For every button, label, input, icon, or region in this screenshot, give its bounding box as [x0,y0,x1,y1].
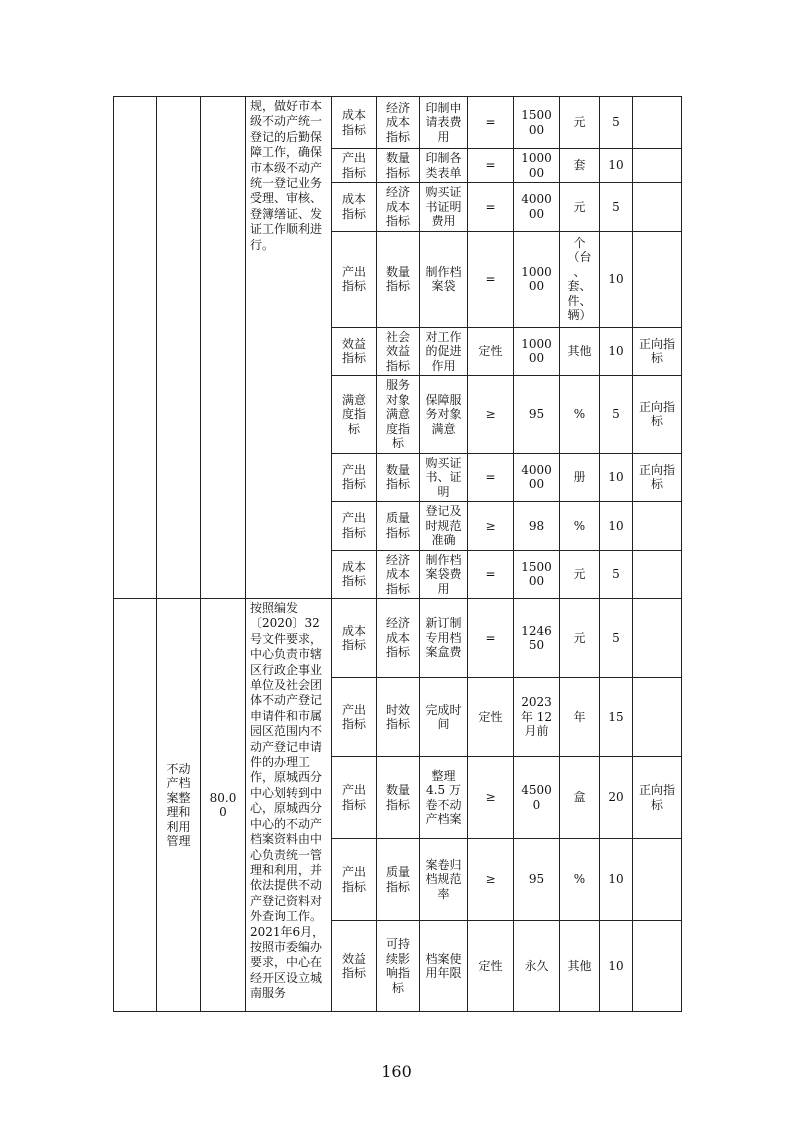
indicator-unit: % [560,839,600,921]
indicator-operator: = [468,231,514,327]
indicator-level2: 社会 效益 指标 [377,327,420,376]
indicator-weight: 5 [600,376,633,454]
indicator-value: 1500 00 [514,550,560,599]
indicator-direction [633,149,682,183]
indicator-weight: 10 [600,839,633,921]
indicator-level1: 成本 指标 [332,599,377,678]
indicator-level2: 数量 指标 [377,757,420,839]
indicator-weight: 15 [600,678,633,757]
indicator-direction [633,550,682,599]
indicator-level1: 效益 指标 [332,327,377,376]
indicator-value: 4000 00 [514,453,560,502]
indicator-level1: 效益 指标 [332,921,377,1012]
indicator-weight: 10 [600,327,633,376]
indicator-unit: 个 （台 、 套、 件、 辆） [560,231,600,327]
indicator-level2: 经济 成本 指标 [377,183,420,232]
indicator-value: 95 [514,839,560,921]
indicator-unit: 年 [560,678,600,757]
performance-indicator-table [113,96,682,1012]
indicator-direction: 正向指 标 [633,376,682,454]
indicator-level1: 产出 指标 [332,678,377,757]
indicator-level3: 完成时 间 [420,678,468,757]
indicator-operator: 定性 [468,327,514,376]
indicator-unit: 盒 [560,757,600,839]
indicator-level2: 数量 指标 [377,231,420,327]
indicator-value: 2023 年 12 月前 [514,678,560,757]
indicator-unit: % [560,502,600,551]
project-amount: 80.0 0 [201,599,246,1012]
indicator-direction [633,502,682,551]
indicator-operator: 定性 [468,921,514,1012]
indicator-weight: 10 [600,149,633,183]
indicator-unit: 套 [560,149,600,183]
indicator-operator: = [468,453,514,502]
project-description: 按照编发〔2020〕32号文件要求，中心负责市辖区行政企事业单位及社会团体不动产登记申请件和市属园区范围内不动产登记申请件的办理工作，原城西分中心划转到中心，原城西分中心的不动产档案资料由中心负责统一管理和利用，并依法提供不动产登记资料对外查询工作。2021年6月，按照市委编办要求，中心在经开区设立城南服务 [246,599,332,1012]
indicator-unit: 元 [560,599,600,678]
indicator-operator: ≥ [468,839,514,921]
indicator-level1: 成本 指标 [332,183,377,232]
indicator-level2: 时效 指标 [377,678,420,757]
indicator-direction: 正向指 标 [633,453,682,502]
empty-cell [157,97,201,599]
indicator-level3: 整理 4.5 万 卷不动 产档案 [420,757,468,839]
indicator-level1: 产出 指标 [332,839,377,921]
indicator-operator: = [468,183,514,232]
indicator-level2: 质量 指标 [377,502,420,551]
indicator-value: 1246 50 [514,599,560,678]
indicator-operator: = [468,97,514,149]
indicator-direction [633,231,682,327]
indicator-unit: 其他 [560,327,600,376]
indicator-unit: 元 [560,550,600,599]
indicator-value: 1000 00 [514,149,560,183]
indicator-level1: 产出 指标 [332,757,377,839]
indicator-level3: 制作档 案袋费 用 [420,550,468,599]
indicator-level3: 购买证 书、证 明 [420,453,468,502]
indicator-level3: 保障服 务对象 满意 [420,376,468,454]
indicator-level2: 数量 指标 [377,453,420,502]
indicator-level3: 新订制 专用档 案盒费 [420,599,468,678]
indicator-weight: 10 [600,921,633,1012]
indicator-level1: 成本 指标 [332,97,377,149]
project-name: 不动 产档 案整 理和 利用 管理 [157,599,201,1012]
indicator-weight: 10 [600,453,633,502]
indicator-weight: 20 [600,757,633,839]
empty-cell [201,97,246,599]
indicator-level1: 产出 指标 [332,453,377,502]
indicator-operator: = [468,149,514,183]
indicator-level3: 对工作 的促进 作用 [420,327,468,376]
indicator-direction [633,97,682,149]
indicator-value: 4000 00 [514,183,560,232]
indicator-level3: 制作档 案袋 [420,231,468,327]
indicator-direction [633,921,682,1012]
indicator-weight: 5 [600,550,633,599]
indicator-value: 1000 00 [514,327,560,376]
table-row [114,97,682,149]
indicator-direction [633,183,682,232]
indicator-operator: ≥ [468,502,514,551]
indicator-direction [633,839,682,921]
indicator-unit: 元 [560,97,600,149]
indicator-weight: 10 [600,231,633,327]
indicator-value: 98 [514,502,560,551]
indicator-value: 1000 00 [514,231,560,327]
indicator-weight: 10 [600,502,633,551]
indicator-weight: 5 [600,183,633,232]
indicator-level2: 可持 续影 响指 标 [377,921,420,1012]
indicator-level1: 成本 指标 [332,550,377,599]
indicator-level2: 经济 成本 指标 [377,97,420,149]
indicator-level1: 产出 指标 [332,149,377,183]
table-row [114,599,682,678]
indicator-level3: 案卷归 档规范 率 [420,839,468,921]
indicator-unit: % [560,376,600,454]
indicator-level1: 产出 指标 [332,502,377,551]
indicator-operator: ≥ [468,757,514,839]
indicator-level2: 经济 成本 指标 [377,599,420,678]
indicator-unit: 其他 [560,921,600,1012]
project-description: 规，做好市本级不动产统一登记的后勤保障工作，确保市本级不动产统一登记业务受理、审核、登簿缮证、发证工作顺利进行。 [246,97,332,599]
indicator-value: 1500 00 [514,97,560,149]
indicator-operator: ≥ [468,376,514,454]
indicator-value: 4500 0 [514,757,560,839]
indicator-level2: 数量 指标 [377,149,420,183]
indicator-operator: 定性 [468,678,514,757]
indicator-weight: 5 [600,599,633,678]
indicator-level3: 印制申 请表费 用 [420,97,468,149]
indicator-unit: 元 [560,183,600,232]
indicator-weight: 5 [600,97,633,149]
indicator-level3: 购买证 书证明 费用 [420,183,468,232]
indicator-direction: 正向指 标 [633,757,682,839]
page-number: 160 [381,1062,412,1081]
indicator-operator: = [468,599,514,678]
empty-cell [114,97,157,599]
indicator-direction [633,599,682,678]
indicator-direction: 正向指 标 [633,327,682,376]
indicator-operator: = [468,550,514,599]
indicator-level2: 经济 成本 指标 [377,550,420,599]
indicator-level2: 质量 指标 [377,839,420,921]
indicator-direction [633,678,682,757]
indicator-level2: 服务 对象 满意 度指 标 [377,376,420,454]
indicator-level1: 产出 指标 [332,231,377,327]
indicator-value: 永久 [514,921,560,1012]
indicator-level1: 满意 度指 标 [332,376,377,454]
indicator-level3: 登记及 时规范 准确 [420,502,468,551]
empty-cell [114,599,157,1012]
indicator-unit: 册 [560,453,600,502]
indicator-level3: 档案使 用年限 [420,921,468,1012]
indicator-level3: 印制各 类表单 [420,149,468,183]
indicator-value: 95 [514,376,560,454]
